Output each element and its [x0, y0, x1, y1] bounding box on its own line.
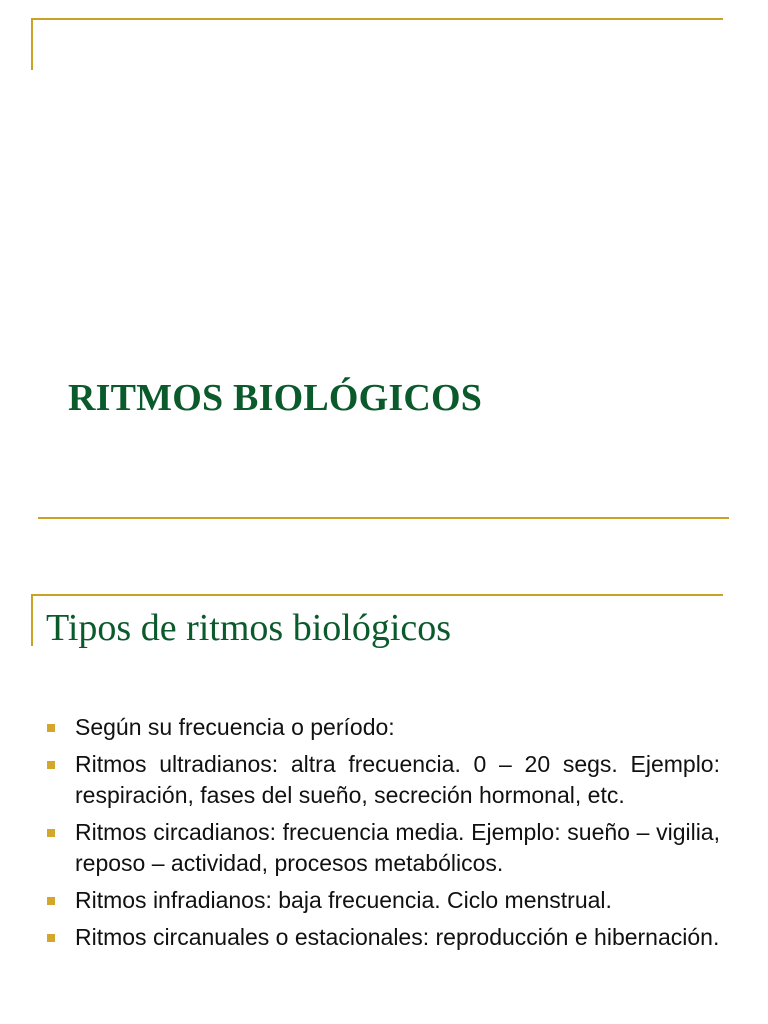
bullet-text: Ritmos ultradianos: altra frecuencia. 0 – 20 segs. Ejemplo: respiración, fases del sueño, secreción hormonal, etc. [75, 751, 720, 808]
square-bullet-icon [47, 934, 55, 942]
slide1-bottom-rule [38, 517, 729, 519]
list-item [46, 712, 720, 743]
bullet-list [46, 712, 720, 959]
square-bullet-icon [47, 829, 55, 837]
list-item [46, 922, 720, 953]
bullet-text: Ritmos circadianos: frecuencia media. Ejemplo: sueño – vigilia, reposo – actividad, procesos metabólicos. [75, 819, 720, 876]
bullet-text: Ritmos circanuales o estacionales: reproducción e hibernación. [75, 924, 720, 950]
square-bullet-icon [47, 761, 55, 769]
list-item [46, 817, 720, 879]
list-item [46, 885, 720, 916]
square-bullet-icon [47, 897, 55, 905]
slide1-top-rule [31, 18, 723, 20]
square-bullet-icon [47, 724, 55, 732]
title-slide-heading: RITMOS BIOLÓGICOS [68, 377, 483, 419]
content-slide-heading: Tipos de ritmos biológicos [46, 607, 452, 649]
slide2-left-rule [31, 594, 33, 646]
bullet-text: Según su frecuencia o período: [75, 714, 395, 740]
slide2-top-rule [31, 594, 723, 596]
bullet-text: Ritmos infradianos: baja frecuencia. Ciclo menstrual. [75, 887, 612, 913]
slide1-left-rule [31, 18, 33, 70]
list-item [46, 749, 720, 811]
